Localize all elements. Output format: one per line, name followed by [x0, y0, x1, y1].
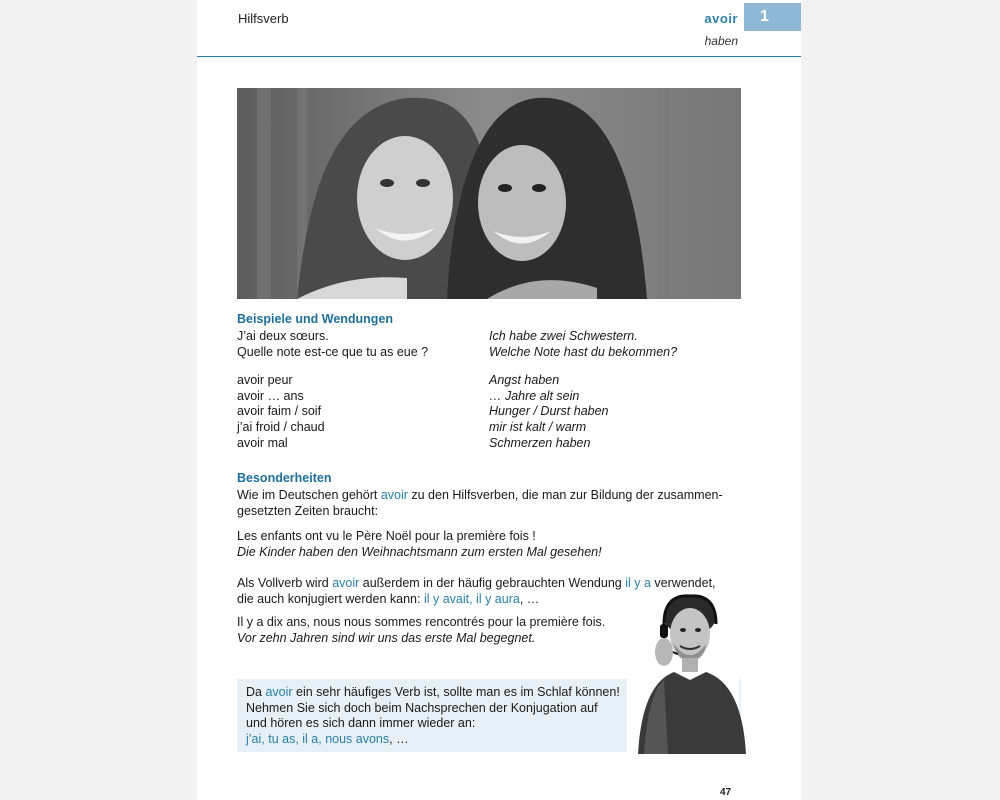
text-segment: , … [389, 732, 409, 747]
phrase-de: … Jahre alt sein [489, 389, 580, 403]
highlight-term: j’ai, tu as, il a, nous avons [246, 732, 390, 747]
examples-heading: Beispiele und Wendungen [237, 312, 394, 326]
text-segment: verwendet, [650, 576, 716, 590]
phrase-fr: avoir faim / soif [237, 404, 322, 418]
text-segment: ein sehr häufiges Verb ist, sollte man es im Schlaf können! [292, 685, 620, 699]
highlight-term: il y avait, il y aura [423, 591, 520, 606]
highlight-term: il y a [625, 576, 651, 590]
phrase-fr: avoir mal [237, 436, 288, 450]
page-number: 47 [720, 787, 732, 798]
special-heading: Besonderheiten [237, 471, 332, 485]
text-segment: , … [519, 591, 540, 606]
text-segment: Als Vollverb wird [237, 576, 333, 590]
phrase-fr: avoir … ans [237, 389, 304, 403]
phrase-de: Angst haben [489, 373, 560, 387]
text-segment: zu den Hilfsverben, die man zur Bildung der zusammen- [407, 488, 723, 502]
highlight-term: avoir [332, 576, 360, 590]
phrase-de: mir ist kalt / warm [489, 420, 587, 434]
special-example-1 [237, 529, 737, 560]
header-section-label: Hilfsverb [238, 11, 289, 26]
phrase-fr: avoir peur [237, 373, 293, 387]
example-fr: J’ai deux sœurs. [237, 329, 329, 343]
photo-illustration [237, 88, 741, 299]
phrase-de: Hunger / Durst haben [489, 404, 609, 418]
chapter-badge [744, 3, 801, 31]
example-de: Die Kinder haben den Weihnachtsmann zum ersten Mal gesehen! [237, 544, 602, 559]
example-de: Welche Note hast du bekommen? [489, 345, 678, 359]
example-de: Vor zehn Jahren sind wir uns das erste Mal begegnet. [237, 630, 536, 645]
text-segment: Wie im Deutschen gehört [237, 488, 381, 502]
header-translation: haben [704, 34, 738, 48]
highlight-term: avoir [380, 488, 408, 502]
example-de: Ich habe zwei Schwestern. [489, 329, 638, 343]
man-with-headset-photo [634, 594, 750, 754]
text-segment: Nehmen Sie sich doch beim Nachsprechen der Konjugation auf [246, 700, 598, 715]
highlight-term: avoir [265, 685, 293, 699]
text-segment: Da [246, 685, 266, 699]
header-verb: avoir [704, 11, 738, 26]
example-fr: Les enfants ont vu le Père Noël pour la première fois ! [237, 529, 536, 543]
text-segment: gesetzten Zeiten braucht: [237, 503, 379, 518]
chapter-number: 1 [760, 8, 769, 25]
example-fr: Il y a dix ans, nous nous sommes rencontrés pour la première fois. [237, 615, 606, 629]
phrase-de: Schmerzen haben [489, 436, 591, 450]
photo-two-women [237, 88, 741, 299]
text-segment: außerdem in der häufig gebrauchten Wendung [359, 576, 626, 590]
tip-text [246, 685, 626, 748]
phrase-fr: j’ai froid / chaud [237, 420, 325, 434]
special-paragraph-1 [237, 488, 737, 519]
example-fr: Quelle note est-ce que tu as eue ? [237, 345, 429, 359]
header-divider [197, 56, 801, 57]
text-segment: die auch konjugiert werden kann: [237, 591, 424, 606]
text-segment: und hören es sich dann immer wieder an: [246, 716, 476, 731]
